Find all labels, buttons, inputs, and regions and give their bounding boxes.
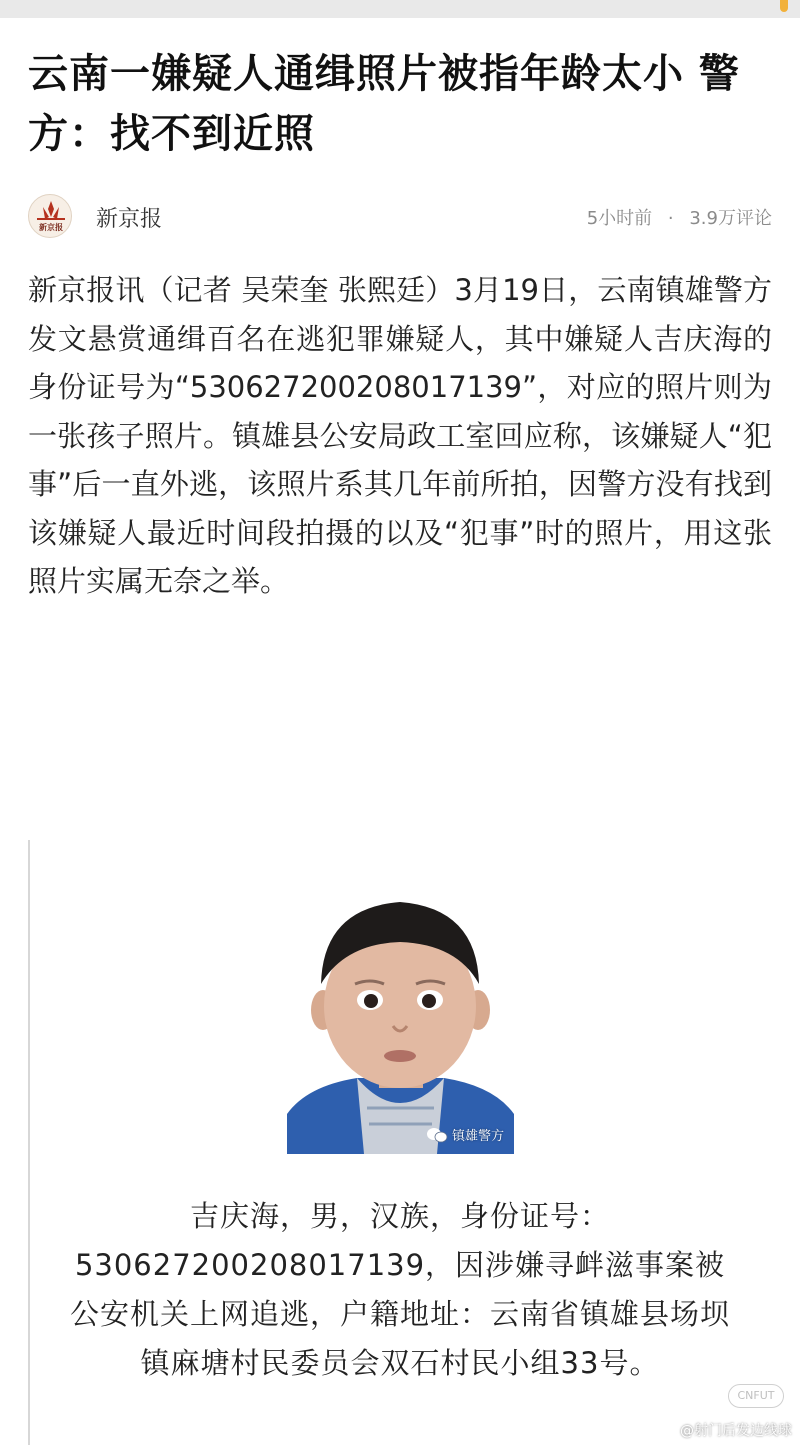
photo-watermark-text: 镇雄警方 bbox=[451, 1129, 504, 1144]
scroll-indicator bbox=[780, 0, 788, 12]
article-body: 新京报讯（记者 吴荣奎 张熙廷）3月19日，云南镇雄警方发文悬赏通缉百名在逃犯罪嫌疑人，其中嫌疑人吉庆海的身份证号为“530627200208017139”，对应的照片则为一张孩子照片。镇雄县公安局政工室回应称，该嫌疑人“犯事”后一直外逃，该照片系其几年前所拍，因警方没有找到该嫌疑人最近时间段拍摄的以及“犯事”时的照片，用这张照片实属无奈之举。 bbox=[28, 273, 772, 598]
article-meta bbox=[587, 204, 772, 230]
figure-divider bbox=[28, 840, 30, 1445]
comment-count[interactable]: 3.9万评论 bbox=[689, 208, 772, 229]
article-title: 云南一嫌疑人通缉照片被指年龄太小 警方：找不到近照 bbox=[28, 51, 740, 157]
suspect-photo bbox=[287, 888, 514, 1154]
source-name[interactable]: 新京报 bbox=[96, 207, 163, 232]
logo-text: 新京报 bbox=[39, 222, 63, 232]
source-row bbox=[28, 194, 772, 238]
publish-time: 5小时前 bbox=[586, 208, 653, 229]
top-status-bar bbox=[0, 0, 800, 18]
side-watermark: CNFUT bbox=[728, 1384, 784, 1408]
source-logo-icon[interactable] bbox=[28, 194, 72, 238]
bottom-watermark: @射门后发边线球 bbox=[680, 1423, 792, 1439]
wechat-icon bbox=[426, 1127, 448, 1143]
meta-separator: · bbox=[667, 208, 674, 229]
photo-watermark bbox=[426, 1125, 504, 1144]
photo-caption: 吉庆海，男，汉族，身份证号：530627200208017139，因涉嫌寻衅滋事案被公安机关上网追逃，户籍地址：云南省镇雄县场坝镇麻塘村民委员会双石村民小组33号。 bbox=[69, 1199, 730, 1380]
child-portrait-image bbox=[287, 888, 514, 1154]
